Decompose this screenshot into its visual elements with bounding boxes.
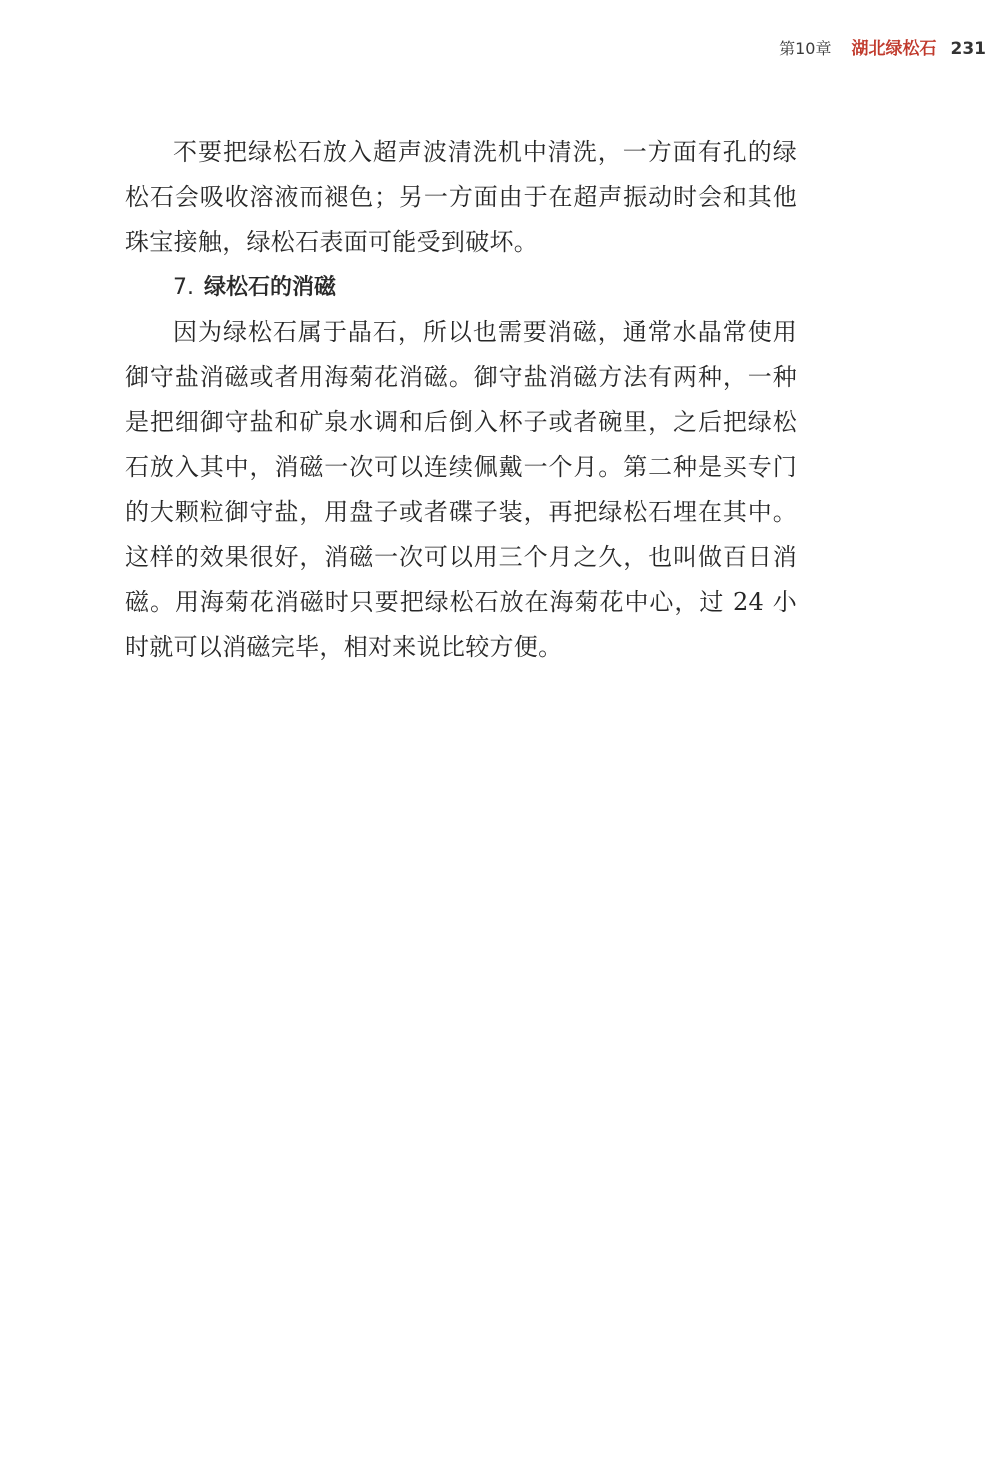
chapter-title: 湖北绿松石 <box>851 39 937 59</box>
running-header <box>779 34 986 59</box>
page-number: 231 <box>950 39 986 59</box>
section-heading <box>125 265 797 310</box>
section-number: 7. <box>173 275 194 300</box>
page-body <box>125 130 797 670</box>
chapter-label: 第10章 <box>779 39 832 58</box>
section-title: 绿松石的消磁 <box>204 275 337 300</box>
paragraph-cleaning: 不要把绿松石放入超声波清洗机中清洗，一方面有孔的绿松石会吸收溶液而褪色；另一方面由于在超声振动时会和其他珠宝接触，绿松石表面可能受到破坏。 <box>125 138 797 256</box>
paragraph-demagnetize: 因为绿松石属于晶石，所以也需要消磁，通常水晶常使用御守盐消磁或者用海菊花消磁。御守盐消磁方法有两种，一种是把细御守盐和矿泉水调和后倒入杯子或者碗里，之后把绿松石放入其中，消磁一次可以连续佩戴一个月。第二种是买专门的大颗粒御守盐，用盘子或者碟子装，再把绿松石埋在其中。这样的效果很好，消磁一次可以用三个月之久，也叫做百日消磁。用海菊花消磁时只要把绿松石放在海菊花中心，过 24 小时就可以消磁完毕，相对来说比较方便。 <box>125 318 797 661</box>
